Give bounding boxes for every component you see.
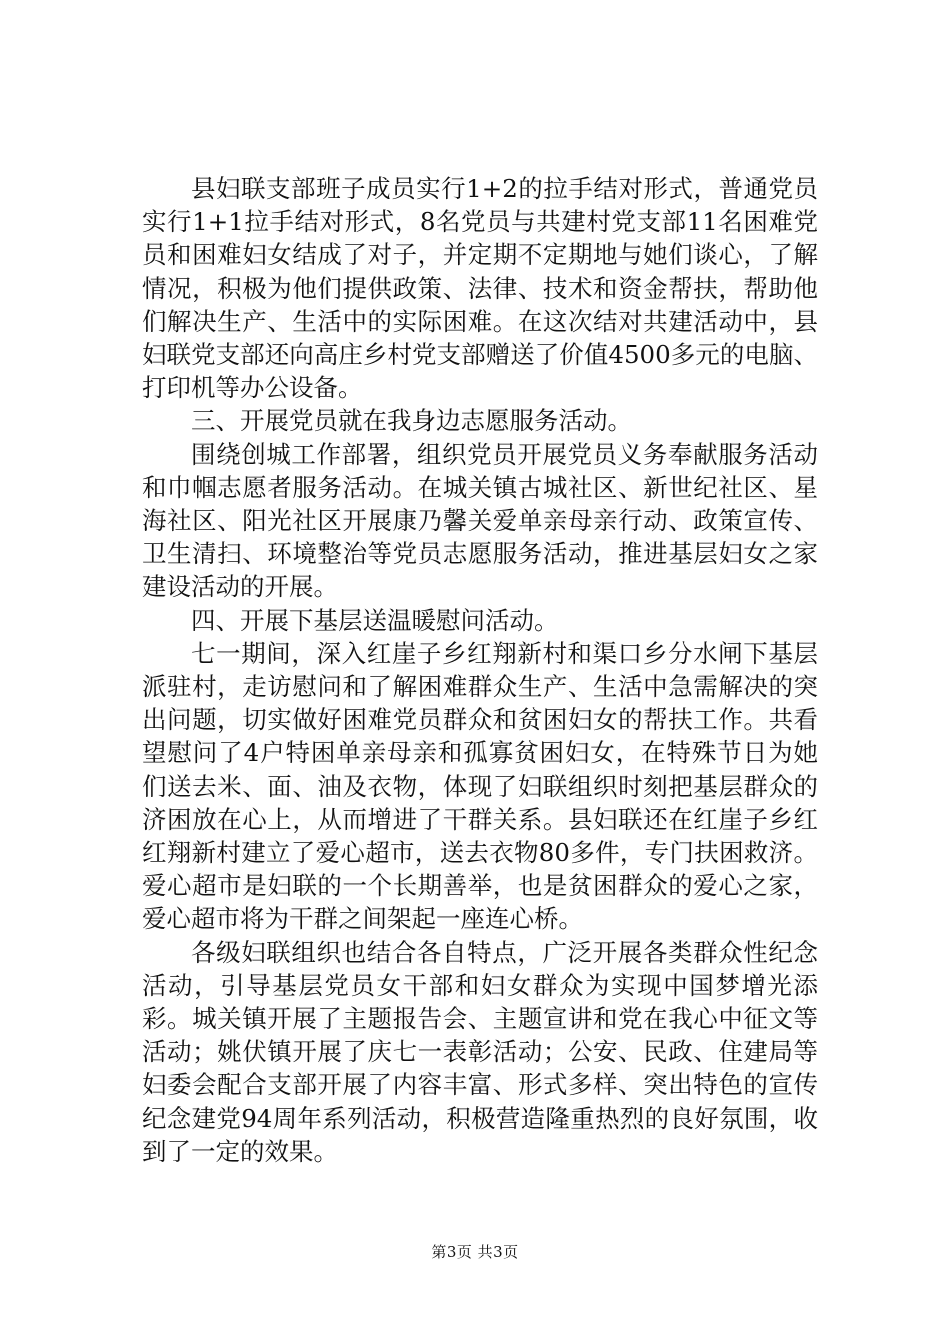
paragraph-commemoration: 各级妇联组织也结合各自特点，广泛开展各类群众性纪念活动，引导基层党员女干部和妇女群众为实现中国梦增光添彩。城关镇开展了主题报告会、主题宣讲和党在我心中征文等活动；姚伏镇开展了庆七一表彰活动；公安、民政、住建局等妇委会配合支部开展了内容丰富、形式多样、突出特色的宣传纪念建党94周年系列活动，积极营造隆重热烈的良好氛围，收到了一定的效果。 xyxy=(142,937,818,1166)
page-number-footer: 第3页 共3页 xyxy=(431,1243,519,1261)
paragraph-pairing-activity: 县妇联支部班子成员实行1+2的拉手结对形式，普通党员实行1+1拉手结对形式，8名党员与共建村党支部11名困难党员和困难妇女结成了对子，并定期不定期地与她们谈心，了解情况，积极为他们提供政策、法律、技术和资金帮扶，帮助他们解决生产、生活中的实际困难。在这次结对共建活动中，县妇联党支部还向高庄乡村党支部赠送了价值4500多元的电脑、打印机等办公设备。 xyxy=(142,174,818,403)
section-heading-volunteer: 三、开展党员就在我身边志愿服务活动。 xyxy=(191,406,632,436)
section-heading-condolence: 四、开展下基层送温暖慰问活动。 xyxy=(191,605,559,635)
paragraph-volunteer-service: 围绕创城工作部署，组织党员开展党员义务奉献服务活动和巾帼志愿者服务活动。在城关镇古城社区、新世纪社区、星海社区、阳光社区开展康乃馨关爱单亲母亲行动、政策宣传、卫生清扫、环境整治等党员志愿服务活动，推进基层妇女之家建设活动的开展。 xyxy=(142,439,818,602)
paragraph-condolence-visits: 七一期间，深入红崖子乡红翔新村和渠口乡分水闸下基层派驻村，走访慰问和了解困难群众生产、生活中急需解决的突出问题，切实做好困难党员群众和贫困妇女的帮扶工作。共看望慰问了4户特困单亲母亲和孤寡贫困妇女，在特殊节日为她们送去米、面、油及衣物，体现了妇联组织时刻把基层群众的济困放在心上，从而增进了干群关系。县妇联还在红崖子乡红红翔新村建立了爱心超市，送去衣物80多件，专门扶困救济。爱心超市是妇联的一个长期善举，也是贫困群众的爱心之家，爱心超市将为干群之间架起一座连心桥。 xyxy=(142,638,818,934)
document-body xyxy=(142,172,818,1168)
